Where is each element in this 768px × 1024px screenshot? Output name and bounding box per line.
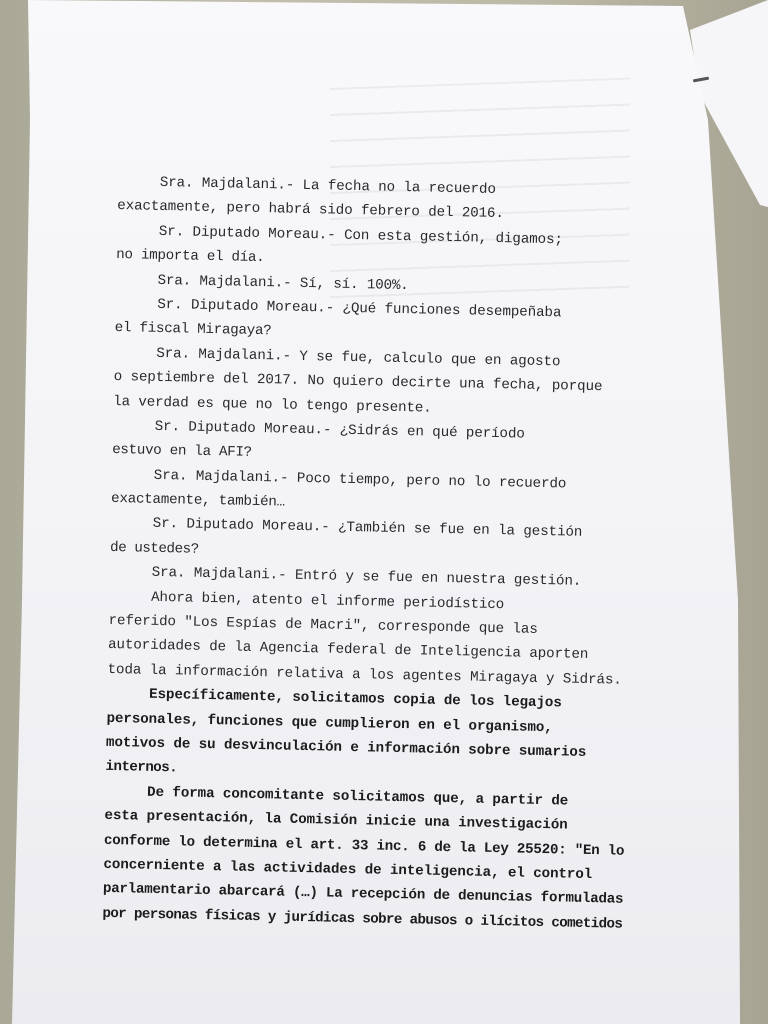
document-line: Sra. Majdalani.- Entró y se fue en nuestra gestión. xyxy=(109,564,582,591)
document-line: Sr. Diputado Moreau.- ¿Qué funciones desempeñaba xyxy=(115,295,562,322)
document-line: o septiembre del 2017. No quiero decirte una fecha, porque xyxy=(113,369,603,396)
document-line: de ustedes? xyxy=(109,539,199,558)
document-line: motivos de su desvinculación e información sobre sumarios xyxy=(105,734,587,761)
document-line: no importa el día. xyxy=(116,247,265,267)
document-line: autoridades de la Agencia federal de Inteligencia aporten xyxy=(107,637,589,664)
document-line: Ahora bien, atento el informe periodístico xyxy=(108,588,505,613)
document-line: por personas físicas y jurídicas sobre abusos o ilícitos cometidos xyxy=(102,905,623,933)
document-line: De forma concomitante solicitamos que, a partir de xyxy=(104,783,569,810)
document-line: exactamente, pero habrá sido febrero del 2016. xyxy=(117,198,504,223)
document-line: Específicamente, solicitamos copia de los legajos xyxy=(106,686,562,712)
document-line: Sr. Diputado Moreau.- ¿Sidrás en qué período xyxy=(112,417,525,443)
document-line: personales, funciones que cumplieron en el organismo, xyxy=(106,710,553,736)
document-line: referido "Los Espías de Macri", corresponde que las xyxy=(108,612,538,638)
document-line: concerniente a las actividades de inteligencia, el control xyxy=(103,856,593,884)
document-line: exactamente, también… xyxy=(110,491,286,511)
document-line: Sr. Diputado Moreau.- ¿También se fue en la gestión xyxy=(110,515,583,542)
document-line: estuvo en la AFI? xyxy=(111,442,253,462)
document-line: Sra. Majdalani.- Y se fue, calculo que en agosto xyxy=(114,344,561,371)
document-line: conforme lo determina el art. 33 inc. 6 de la Ley 25520: "En lo xyxy=(103,832,625,860)
document-text xyxy=(102,170,643,937)
document-line: el fiscal Miragaya? xyxy=(114,320,272,340)
document-line: Sra. Majdalani.- Sí, sí. 100%. xyxy=(115,271,409,294)
document-line: esta presentación, la Comisión inicie una investigación xyxy=(104,808,568,834)
document-line: la verdad es que no lo tengo presente. xyxy=(112,393,432,417)
document-line: Sra. Majdalani.- Poco tiempo, pero no lo recuerdo xyxy=(111,466,567,493)
document-line: Sr. Diputado Moreau.- Con esta gestión, digamos; xyxy=(116,222,564,249)
document-line: Sra. Majdalani.- La fecha no la recuerdo xyxy=(117,173,496,198)
document-line: parlamentario abarcará (…) La recepción de denuncias formuladas xyxy=(102,881,624,909)
document-line: internos. xyxy=(105,759,178,777)
document-line: toda la información relativa a los agentes Miragaya y Sidrás. xyxy=(107,661,622,689)
